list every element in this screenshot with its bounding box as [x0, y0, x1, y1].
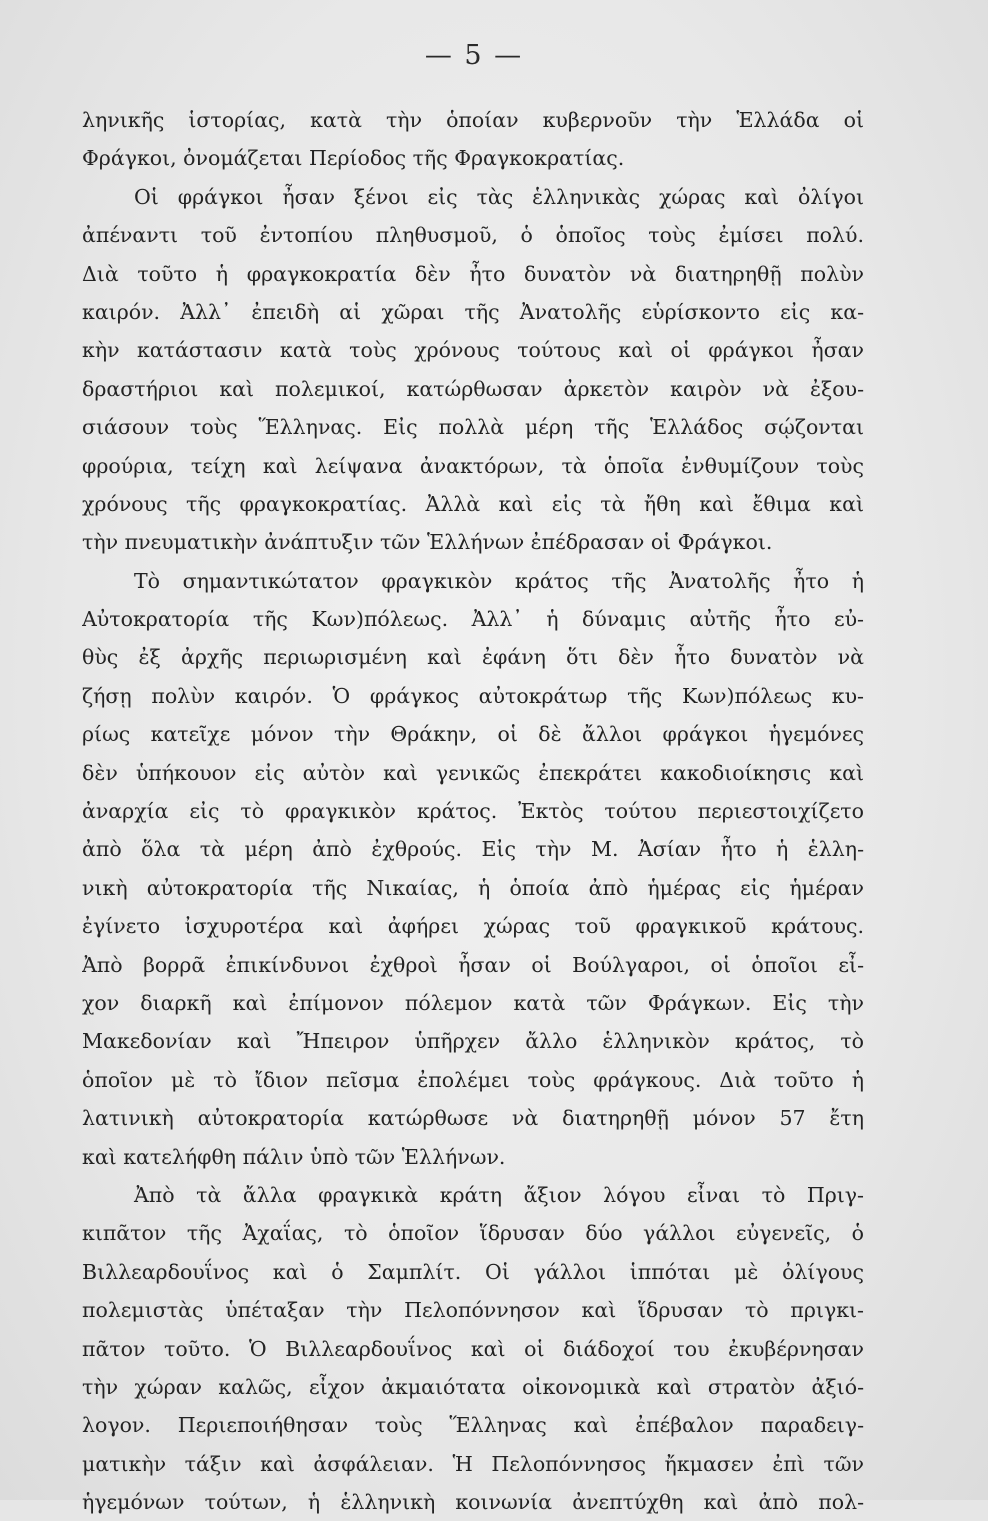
text-line: ἀναρχία εἰς τὸ φραγκικὸν κράτος. Ἐκτὸς τούτου περιεστοιχίζετο — [82, 799, 864, 824]
text-line: ἀπὸ ὅλα τὰ μέρη ἀπὸ ἐχθρούς. Εἰς τὴν Μ. Ἀσίαν ἦτο ἡ ἑλλη- — [82, 837, 864, 862]
text-line: χον διαρκῆ καὶ ἐπίμονον πόλεμον κατὰ τῶν Φράγκων. Εἰς τὴν — [82, 990, 864, 1015]
text-line: φρούρια, τείχη καὶ λείψανα ἀνακτόρων, τὰ ὁποῖα ἐνθυμίζουν τοὺς — [82, 453, 864, 478]
text-line: καὶ κατελήφθη πάλιν ὑπὸ τῶν Ἑλλήνων. — [82, 1144, 506, 1169]
text-line: ἀπέναντι τοῦ ἐντοπίου πληθυσμοῦ, ὁ ὁποῖος τοὺς ἐμίσει πολύ. — [82, 223, 864, 248]
text-line: Τὸ σημαντικώτατον φραγκικὸν κράτος τῆς Ἀνατολῆς ἦτο ἡ — [134, 568, 864, 593]
text-line: ἐγίνετο ἰσχυροτέρα καὶ ἀφήρει χώρας τοῦ φραγκικοῦ κράτους. — [82, 914, 864, 939]
text-line: πᾶτον τοῦτο. Ὁ Βιλλεαρδουΐνος καὶ οἱ διάδοχοί του ἐκυβέρνησαν — [82, 1336, 864, 1361]
text-line: πολεμιστὰς ὑπέταξαν τὴν Πελοπόννησον καὶ ἵδρυσαν τὸ πριγκι- — [82, 1298, 864, 1323]
page-number: — 5 — — [424, 40, 524, 71]
text-line: ζήσῃ πολὺν καιρόν. Ὁ φράγκος αὐτοκράτωρ τῆς Κων)πόλεως κυ- — [82, 683, 864, 708]
text-line: τὴν πνευματικὴν ἀνάπτυξιν τῶν Ἑλλήνων ἐπέδρασαν οἱ Φράγκοι. — [82, 530, 773, 555]
text-line: ληνικῆς ἱστορίας, κατὰ τὴν ὁποίαν κυβερνοῦν τὴν Ἑλλάδα οἱ — [82, 108, 864, 132]
text-line: ἡγεμόνων τούτων, ἡ ἑλληνικὴ κοινωνία ἀνεπτύχθη καὶ ἀπὸ πολ- — [82, 1490, 864, 1515]
text-line: Ἀπὸ τὰ ἄλλα φραγκικὰ κράτη ἄξιον λόγου εἶναι τὸ Πριγ- — [134, 1182, 864, 1207]
text-line: κιπᾶτον τῆς Ἀχαΐας, τὸ ὁποῖον ἵδρυσαν δύο γάλλοι εὐγενεῖς, ὁ — [82, 1221, 864, 1246]
text-line: Βιλλεαρδουΐνος καὶ ὁ Σαμπλίτ. Οἱ γάλλοι ἱππόται μὲ ὀλίγους — [82, 1259, 864, 1284]
text-line: σιάσουν τοὺς Ἕλληνας. Εἰς πολλὰ μέρη τῆς Ἑλλάδος σῴζονται — [82, 415, 864, 440]
text-line: ρίως κατεῖχε μόνον τὴν Θράκην, οἱ δὲ ἄλλοι φράγκοι ἡγεμόνες — [82, 722, 864, 747]
text-line: ὁποῖον μὲ τὸ ἴδιον πεῖσμα ἐπολέμει τοὺς φράγκους. Διὰ τοῦτο ἡ — [82, 1067, 864, 1092]
text-line: δὲν ὑπήκουον εἰς αὐτὸν καὶ γενικῶς ἐπεκράτει κακοδιοίκησις καὶ — [82, 760, 864, 785]
text-line: Ἀπὸ βορρᾶ ἐπικίνδυνοι ἐχθροὶ ἦσαν οἱ Βούλγαροι, οἱ ὁποῖοι εἶ- — [82, 952, 864, 977]
text-line: λατινικὴ αὐτοκρατορία κατώρθωσε νὰ διατηρηθῇ μόνον 57 ἔτη — [82, 1106, 864, 1131]
text-line: θὺς ἐξ ἀρχῆς περιωρισμένη καὶ ἐφάνη ὅτι δὲν ἦτο δυνατὸν νὰ — [82, 645, 864, 670]
text-line: τὴν χώραν καλῶς, εἶχον ἀκμαιότατα οἰκονομικὰ καὶ στρατὸν ἀξιό- — [82, 1374, 864, 1399]
text-line: Φράγκοι, ὀνομάζεται Περίοδος τῆς Φραγκοκρατίας. — [82, 146, 625, 171]
text-line: Μακεδονίαν καὶ Ἤπειρον ὑπῆρχεν ἄλλο ἑλληνικὸν κράτος, τὸ — [82, 1029, 864, 1054]
text-line: χρόνους τῆς φραγκοκρατίας. Ἀλλὰ καὶ εἰς τὰ ἤθη καὶ ἔθιμα καὶ — [82, 491, 864, 516]
text-line: Οἱ φράγκοι ἦσαν ξένοι εἰς τὰς ἑλληνικὰς χώρας καὶ ὀλίγοι — [134, 184, 864, 209]
text-line: Διὰ τοῦτο ἡ φραγκοκρατία δὲν ἦτο δυνατὸν νὰ διατηρηθῇ πολὺν — [82, 261, 864, 286]
text-line: λογον. Περιεποιήθησαν τοὺς Ἕλληνας καὶ ἐπέβαλον παραδειγ- — [82, 1413, 864, 1438]
text-line: νικὴ αὐτοκρατορία τῆς Νικαίας, ἡ ὁποία ἀπὸ ἡμέρας εἰς ἡμέραν — [82, 875, 864, 900]
body-text — [82, 101, 864, 1521]
text-line: Αὐτοκρατορία τῆς Κων)πόλεως. Ἀλλ᾿ ἡ δύναμις αὐτῆς ἦτο εὐ- — [82, 607, 864, 632]
text-line: καιρόν. Ἀλλ᾿ ἐπειδὴ αἱ χῶραι τῆς Ἀνατολῆς εὑρίσκοντο εἰς κα- — [82, 299, 864, 324]
text-line: δραστήριοι καὶ πολεμικοί, κατώρθωσαν ἀρκετὸν καιρὸν νὰ ἐξου- — [82, 376, 864, 401]
text-line: κὴν κατάστασιν κατὰ τοὺς χρόνους τούτους καὶ οἱ φράγκοι ἦσαν — [82, 338, 864, 363]
text-line: ματικὴν τάξιν καὶ ἀσφάλειαν. Ἡ Πελοπόννησος ἤκμασεν ἐπὶ τῶν — [82, 1451, 864, 1476]
